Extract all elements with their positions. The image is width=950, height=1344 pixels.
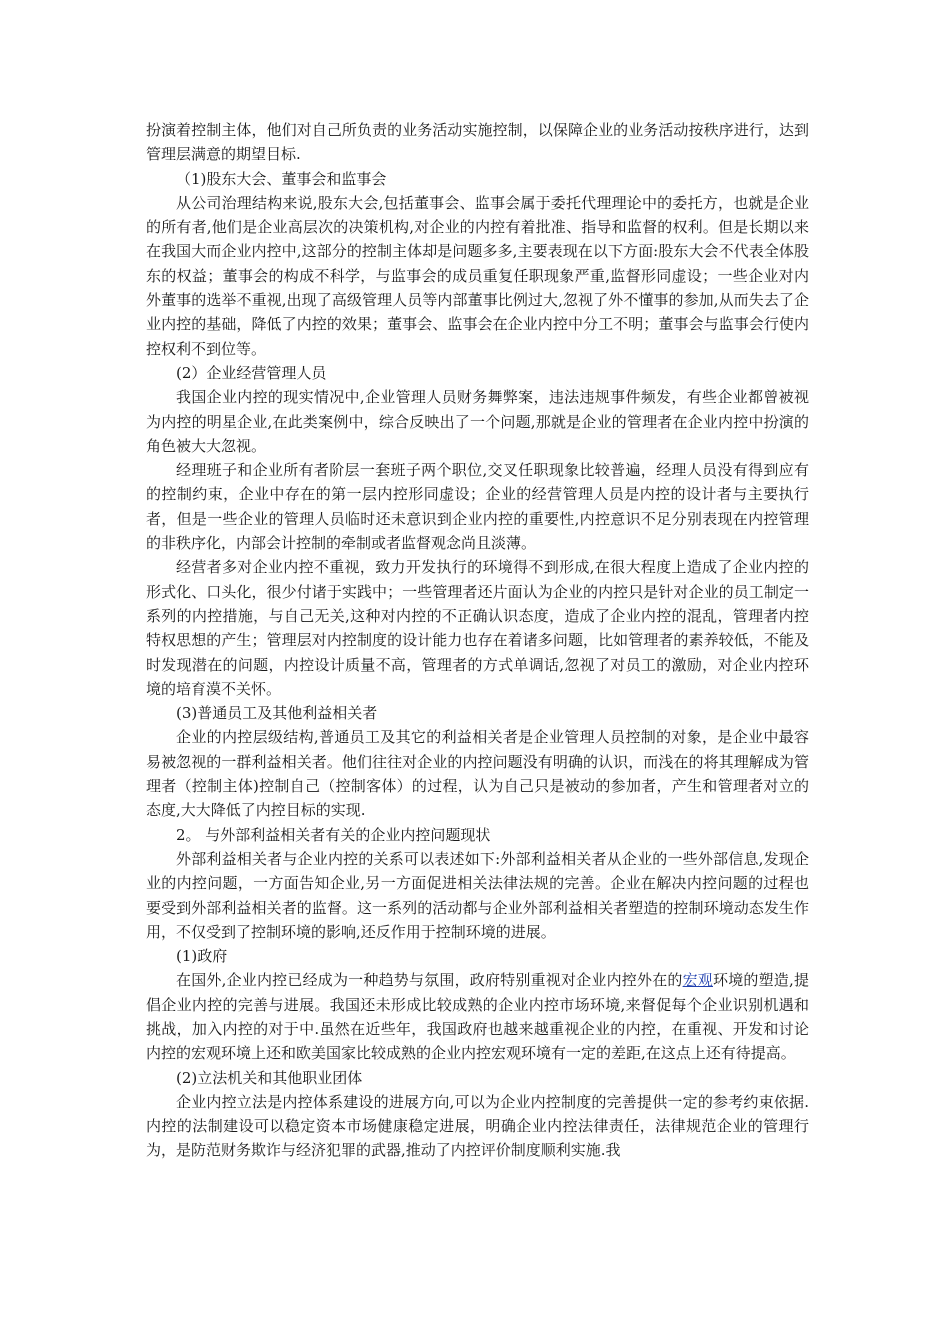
paragraph: 外部利益相关者与企业内控的关系可以表述如下:外部利益相关者从企业的一些外部信息,发现企业的内控问题，一方面告知企业,另一方面促进相关法律法规的完善。企业在解决内控问题的过程也要受到外部利益相关者的监督。这一系列的活动都与企业外部利益相关者塑造的控制环境动态发生作用，不仅受到了控制环境的影响,还反作用于控制环境的进展。 (146, 849, 809, 941)
section-heading: (3)普通员工及其他利益相关者 (176, 704, 378, 723)
paragraph: 我国企业内控的现实情况中,企业管理人员财务舞弊案，违法违规事件频发，有些企业都曾被视为内控的明星企业,在此类案例中，综合反映出了一个问题,那就是企业的管理者在企业内控中扮演的角色被大大忽视。 (146, 388, 809, 455)
paragraph: 经理班子和企业所有者阶层一套班子两个职位,交叉任职现象比较普遍，经理人员没有得到应有的控制约束，企业中存在的第一层内控形同虚设；企业的经营管理人员是内控的设计者与主要执行者，但是一些企业的管理人员临时还未意识到企业内控的重要性,内控意识不足分别表现在内控管理的非秩序化，内部会计控制的牵制或者监督观念尚且淡薄。 (146, 461, 809, 553)
paragraph: 经营者多对企业内控不重视，致力开发执行的环境得不到形成,在很大程度上造成了企业内控的形式化、口头化，很少付诸于实践中；一些管理者还片面认为企业的内控只是针对企业的员工制定一系列的内控措施，与自己无关,这种对内控的不正确认识态度，造成了企业内控的混乱，管理者内控特权思想的产生；管理层对内控制度的设计能力也存在着诸多问题，比如管理者的素养较低，不能及时发现潜在的问题，内控设计质量不高，管理者的方式单调话,忽视了对员工的激励，对企业内控环境的培育漠不关怀。 (146, 558, 809, 698)
section-heading: 2。 与外部利益相关者有关的企业内控问题现状 (176, 825, 491, 844)
section-heading: (2）企业经营管理人员 (176, 363, 327, 382)
section-heading: (2)立法机关和其他职业团体 (176, 1068, 363, 1087)
paragraph-text: 环境的塑造,提倡企业内控的完善与进展。我国还未形成比较成熟的企业内控市场环境,来督促每个企业识别机遇和挑战，加入内控的对于中.虽然在近些年，我国政府也越来越重视企业的内控，在重视、开发和讨论内控的宏观环境上还和欧美国家比较成熟的企业内控宏观环境有一定的差距,在这点上还有待提高。 (146, 971, 809, 1063)
paragraph: 企业内控立法是内控体系建设的进展方向,可以为企业内控制度的完善提供一定的参考约束依据.内控的法制建设可以稳定资本市场健康稳定进展，明确企业内控法律责任，法律规范企业的管理行为，是防范财务欺诈与经济犯罪的武器,推动了内控评价制度顺利实施.我 (146, 1092, 809, 1160)
document-body (146, 118, 809, 1163)
section-heading: （1)股东大会、董事会和监事会 (176, 169, 387, 188)
paragraph-with-link (146, 968, 809, 1065)
section-heading: (1)政府 (176, 947, 228, 966)
paragraph: 企业的内控层级结构,普通员工及其它的利益相关者是企业管理人员控制的对象，是企业中最容易被忽视的一群利益相关者。他们往往对企业的内控问题没有明确的认识，而浅在的将其理解成为管理者（控制主体)控制自己（控制客体）的过程，认为自己只是被动的参加者，产生和管理者对立的态度,大大降低了内控目标的实现. (146, 728, 809, 820)
paragraph-text: 在国外,企业内控已经成为一种趋势与氛围，政府特别重视对企业内控外在的 (176, 971, 683, 990)
hyperlink-macro[interactable]: 宏观 (682, 971, 713, 990)
paragraph: 扮演着控制主体，他们对自己所负责的业务活动实施控制，以保障企业的业务活动按秩序进行，达到管理层满意的期望目标. (146, 121, 809, 164)
paragraph: 从公司治理结构来说,股东大会,包括董事会、监事会属于委托代理理论中的委托方，也就是企业的所有者,他们是企业高层次的决策机构,对企业的内控有着批准、指导和监督的权利。但是长期以来在我国大而企业内控中,这部分的控制主体却是问题多多,主要表现在以下方面:股东大会不代表全体股东的权益；董事会的构成不科学，与监事会的成员重复任职现象严重,监督形同虚设；一些企业对内外董事的选举不重视,出现了高级管理人员等内部董事比例过大,忽视了外不懂事的参加,从而失去了企业内控的基础，降低了内控的效果；董事会、监事会在企业内控中分工不明；董事会与监事会行使内控权利不到位等。 (146, 193, 809, 358)
